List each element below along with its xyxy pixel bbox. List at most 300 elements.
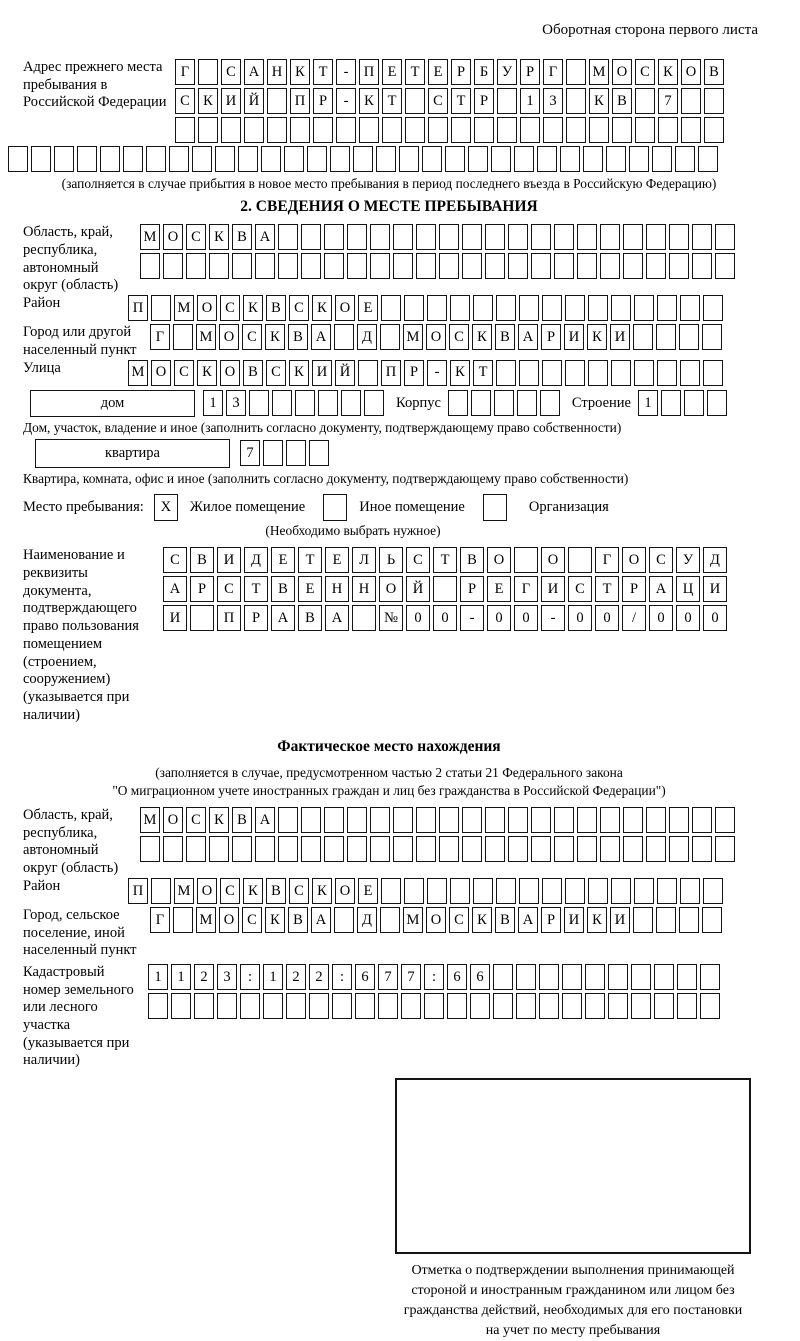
char-cell	[698, 146, 718, 172]
char-cell: 6	[470, 964, 490, 990]
char-cell: П	[217, 605, 241, 631]
char-cell: 2	[309, 964, 329, 990]
char-cell	[370, 807, 390, 833]
char-cell	[669, 807, 689, 833]
char-cell	[382, 117, 402, 143]
oblast2-row-2	[140, 836, 738, 862]
char-cell: А	[311, 907, 331, 933]
char-cell	[539, 993, 559, 1019]
char-cell: Р	[190, 576, 214, 602]
char-cell	[611, 360, 631, 386]
char-cell	[232, 253, 252, 279]
gorod-label: Город или другой населенный пункт	[23, 324, 137, 358]
char-cell	[669, 224, 689, 250]
char-cell	[652, 146, 672, 172]
char-cell	[657, 360, 677, 386]
char-cell	[633, 324, 653, 350]
char-cell: -	[336, 59, 356, 85]
char-cell: Т	[595, 576, 619, 602]
char-cell	[330, 146, 350, 172]
checkbox-inoe	[323, 494, 347, 521]
char-cell	[54, 146, 74, 172]
char-cell	[324, 224, 344, 250]
char-cell: С	[649, 547, 673, 573]
char-cell	[416, 807, 436, 833]
char-cell	[8, 146, 28, 172]
section3-title: Фактическое место нахождения	[277, 738, 501, 756]
char-cell: Ь	[379, 547, 403, 573]
char-cell	[635, 117, 655, 143]
prev-address-group	[23, 59, 800, 146]
oblast-group	[23, 224, 800, 295]
char-cell: К	[589, 88, 609, 114]
char-cell	[473, 878, 493, 904]
stamp-caption-line-3: гражданства действий, необходимых для его постановки	[403, 1302, 743, 1318]
char-cell	[520, 117, 540, 143]
char-cell	[715, 807, 735, 833]
char-cell: С	[186, 807, 206, 833]
char-cell	[517, 390, 537, 416]
char-cell	[496, 878, 516, 904]
ulitsa-group	[23, 360, 800, 389]
char-cell: О	[163, 224, 183, 250]
char-cell	[405, 88, 425, 114]
char-cell: К	[197, 360, 217, 386]
char-cell	[681, 88, 701, 114]
char-cell	[370, 836, 390, 862]
char-cell	[173, 324, 193, 350]
stamp-caption-line-2: стороной и иностранным гражданином или лицом без	[411, 1282, 735, 1298]
char-cell	[702, 324, 722, 350]
char-cell	[606, 146, 626, 172]
char-cell: 1	[520, 88, 540, 114]
char-cell: О	[163, 807, 183, 833]
char-cell	[151, 878, 171, 904]
char-cell: В	[190, 547, 214, 573]
char-cell	[175, 117, 195, 143]
char-cell	[485, 224, 505, 250]
char-cell	[31, 146, 51, 172]
char-cell: 7	[378, 964, 398, 990]
char-cell: Т	[298, 547, 322, 573]
char-cell	[700, 964, 720, 990]
char-cell	[516, 964, 536, 990]
char-cell	[341, 390, 361, 416]
char-cell	[416, 253, 436, 279]
char-cell: Й	[406, 576, 430, 602]
char-cell	[450, 878, 470, 904]
stroenie-label: Строение	[571, 394, 631, 411]
char-cell	[715, 253, 735, 279]
char-cell: Г	[150, 324, 170, 350]
char-cell: В	[288, 324, 308, 350]
char-cell: К	[472, 907, 492, 933]
char-cell	[612, 117, 632, 143]
char-cell: Б	[474, 59, 494, 85]
checkbox-zhiloe: X	[154, 494, 178, 521]
char-cell: №	[379, 605, 403, 631]
char-cell	[566, 59, 586, 85]
char-cell: Р	[244, 605, 268, 631]
char-cell: Г	[175, 59, 195, 85]
char-cell: М	[174, 295, 194, 321]
kvartira-cells	[240, 440, 332, 466]
oblast2-label: Область, край, республика, автономный округ (область)	[23, 807, 119, 877]
char-cell	[681, 117, 701, 143]
char-cell	[703, 878, 723, 904]
char-cell: 3	[543, 88, 563, 114]
char-cell: К	[472, 324, 492, 350]
char-cell: 1	[638, 390, 658, 416]
char-cell: О	[335, 878, 355, 904]
char-cell	[677, 993, 697, 1019]
char-cell: А	[649, 576, 673, 602]
char-cell	[692, 836, 712, 862]
char-cell: М	[589, 59, 609, 85]
char-cell	[198, 59, 218, 85]
char-cell: 6	[355, 964, 375, 990]
char-cell	[568, 547, 592, 573]
char-cell	[554, 836, 574, 862]
char-cell	[703, 295, 723, 321]
checkbox-organizatsiya	[483, 494, 507, 521]
char-cell	[439, 807, 459, 833]
char-cell	[702, 907, 722, 933]
char-cell: Г	[595, 547, 619, 573]
char-cell	[531, 224, 551, 250]
char-cell	[634, 360, 654, 386]
char-cell: О	[220, 360, 240, 386]
char-cell	[301, 836, 321, 862]
char-cell	[496, 295, 516, 321]
char-cell: :	[424, 964, 444, 990]
char-cell: К	[243, 878, 263, 904]
raion-label: Район	[23, 295, 61, 312]
char-cell: 7	[240, 440, 260, 466]
char-cell	[255, 253, 275, 279]
char-cell	[577, 807, 597, 833]
char-cell: О	[681, 59, 701, 85]
char-cell: 1	[171, 964, 191, 990]
char-cell: Р	[520, 59, 540, 85]
char-cell	[611, 878, 631, 904]
char-cell	[217, 993, 237, 1019]
char-cell: К	[289, 360, 309, 386]
char-cell	[324, 807, 344, 833]
char-cell	[163, 253, 183, 279]
char-cell: Д	[357, 907, 377, 933]
char-cell	[554, 224, 574, 250]
section3-caption-1: (заполняется в случае, предусмотренном частью 2 статьи 21 Федерального закона	[155, 765, 623, 781]
char-cell: 7	[401, 964, 421, 990]
char-cell	[657, 295, 677, 321]
char-cell	[493, 964, 513, 990]
kadastr-row-1	[148, 964, 723, 990]
char-cell	[497, 117, 517, 143]
char-cell	[566, 88, 586, 114]
char-cell	[514, 547, 538, 573]
char-cell: В	[495, 324, 515, 350]
char-cell	[566, 117, 586, 143]
char-cell: В	[704, 59, 724, 85]
kadastr-group	[23, 964, 800, 1070]
char-cell	[198, 117, 218, 143]
char-cell	[654, 964, 674, 990]
char-cell: С	[289, 295, 309, 321]
char-cell: :	[332, 964, 352, 990]
char-cell	[485, 253, 505, 279]
section3-caption-2: "О миграционном учете иностранных граждан и лиц без гражданства в Российской Федерации")	[112, 782, 666, 798]
char-cell	[542, 295, 562, 321]
char-cell: Е	[358, 295, 378, 321]
oblast-label: Область, край, республика, автономный округ (область)	[23, 224, 119, 294]
char-cell	[424, 993, 444, 1019]
char-cell	[508, 807, 528, 833]
char-cell	[623, 253, 643, 279]
char-cell	[192, 146, 212, 172]
dom-row	[30, 390, 800, 417]
char-cell	[359, 117, 379, 143]
char-cell	[267, 88, 287, 114]
char-cell: И	[163, 605, 187, 631]
char-cell	[585, 964, 605, 990]
char-cell: А	[244, 59, 264, 85]
char-cell	[324, 836, 344, 862]
char-cell	[656, 907, 676, 933]
char-cell	[623, 807, 643, 833]
char-cell: М	[140, 224, 160, 250]
char-cell: К	[587, 907, 607, 933]
char-cell	[634, 878, 654, 904]
char-cell	[428, 117, 448, 143]
korpus-cells	[448, 390, 563, 416]
char-cell	[608, 993, 628, 1019]
char-cell: С	[220, 295, 240, 321]
char-cell	[307, 146, 327, 172]
char-cell: К	[243, 295, 263, 321]
char-cell	[646, 253, 666, 279]
char-cell	[352, 605, 376, 631]
char-cell: Т	[405, 59, 425, 85]
char-cell: Н	[325, 576, 349, 602]
char-cell	[468, 146, 488, 172]
char-cell: К	[450, 360, 470, 386]
char-cell	[669, 836, 689, 862]
char-cell	[401, 993, 421, 1019]
char-cell: -	[541, 605, 565, 631]
char-cell	[439, 224, 459, 250]
char-cell	[588, 295, 608, 321]
char-cell	[263, 440, 283, 466]
stroenie-cells	[638, 390, 730, 416]
char-cell	[405, 117, 425, 143]
char-cell: О	[197, 878, 217, 904]
char-cell	[358, 360, 378, 386]
char-cell	[562, 993, 582, 1019]
char-cell	[286, 993, 306, 1019]
oblast-row-2	[140, 253, 738, 279]
raion-group	[23, 295, 800, 324]
char-cell	[332, 993, 352, 1019]
char-cell	[278, 836, 298, 862]
char-cell	[221, 117, 241, 143]
char-cell	[209, 253, 229, 279]
char-cell	[148, 993, 168, 1019]
char-cell	[657, 878, 677, 904]
char-cell: Г	[543, 59, 563, 85]
char-cell: Т	[473, 360, 493, 386]
char-cell	[462, 224, 482, 250]
char-cell	[692, 253, 712, 279]
stamp-caption	[353, 1261, 793, 1341]
char-cell: -	[460, 605, 484, 631]
char-cell: В	[612, 88, 632, 114]
char-cell	[473, 295, 493, 321]
char-cell	[215, 146, 235, 172]
ulitsa-row	[128, 360, 726, 386]
gorod2-group	[23, 907, 800, 960]
prev-address-row-2	[175, 88, 727, 114]
char-cell: И	[217, 547, 241, 573]
prev-address-rows	[175, 59, 727, 146]
char-cell: 1	[263, 964, 283, 990]
char-cell: М	[128, 360, 148, 386]
char-cell: О	[219, 907, 239, 933]
raion2-group	[23, 878, 800, 907]
char-cell: О	[541, 547, 565, 573]
kadastr-row-2	[148, 993, 723, 1019]
char-cell: С	[174, 360, 194, 386]
char-cell	[631, 964, 651, 990]
char-cell	[376, 146, 396, 172]
char-cell: Т	[382, 88, 402, 114]
doc-row-1	[163, 547, 730, 573]
char-cell: О	[426, 324, 446, 350]
char-cell: У	[497, 59, 517, 85]
char-cell	[100, 146, 120, 172]
char-cell: М	[174, 878, 194, 904]
char-cell: 0	[406, 605, 430, 631]
char-cell	[646, 836, 666, 862]
char-cell	[433, 576, 457, 602]
char-cell	[445, 146, 465, 172]
char-cell	[707, 390, 727, 416]
char-cell: В	[460, 547, 484, 573]
char-cell	[715, 224, 735, 250]
char-cell	[700, 993, 720, 1019]
char-cell: В	[266, 878, 286, 904]
char-cell	[439, 253, 459, 279]
char-cell: М	[140, 807, 160, 833]
option-organizatsiya-label: Организация	[528, 499, 609, 516]
char-cell	[347, 224, 367, 250]
char-cell	[496, 360, 516, 386]
char-cell	[378, 993, 398, 1019]
char-cell	[684, 390, 704, 416]
char-cell	[508, 836, 528, 862]
char-cell	[278, 807, 298, 833]
char-cell: -	[427, 360, 447, 386]
char-cell: М	[196, 324, 216, 350]
char-cell	[169, 146, 189, 172]
char-cell	[447, 993, 467, 1019]
char-cell	[542, 360, 562, 386]
char-cell: :	[240, 964, 260, 990]
oblast-row-1	[140, 224, 738, 250]
char-cell	[554, 253, 574, 279]
char-cell	[560, 146, 580, 172]
char-cell	[151, 295, 171, 321]
char-cell: -	[336, 88, 356, 114]
char-cell: 2	[286, 964, 306, 990]
char-cell: С	[449, 907, 469, 933]
char-cell	[679, 907, 699, 933]
char-cell: С	[242, 907, 262, 933]
char-cell	[631, 993, 651, 1019]
char-cell: И	[541, 576, 565, 602]
char-cell: К	[658, 59, 678, 85]
char-cell	[232, 836, 252, 862]
char-cell	[577, 224, 597, 250]
raion-row	[128, 295, 726, 321]
char-cell	[485, 836, 505, 862]
dom-cells	[203, 390, 387, 416]
gorod2-row	[150, 907, 725, 933]
char-cell	[677, 964, 697, 990]
char-cell: М	[196, 907, 216, 933]
char-cell	[679, 324, 699, 350]
char-cell: 0	[595, 605, 619, 631]
doc-row-3	[163, 605, 730, 631]
char-cell: В	[266, 295, 286, 321]
char-cell: Н	[267, 59, 287, 85]
char-cell: Р	[451, 59, 471, 85]
gorod2-label: Город, сельское поселение, иной населенный пункт	[23, 906, 137, 959]
char-cell: И	[564, 907, 584, 933]
char-cell: Н	[352, 576, 376, 602]
char-cell: С	[568, 576, 592, 602]
char-cell	[301, 253, 321, 279]
char-cell	[347, 836, 367, 862]
char-cell	[585, 993, 605, 1019]
char-cell	[715, 836, 735, 862]
char-cell: Р	[541, 324, 561, 350]
char-cell	[284, 146, 304, 172]
char-cell	[451, 117, 471, 143]
char-cell: Ц	[676, 576, 700, 602]
char-cell	[508, 253, 528, 279]
char-cell: О	[487, 547, 511, 573]
char-cell	[393, 807, 413, 833]
char-cell: 3	[226, 390, 246, 416]
char-cell: С	[449, 324, 469, 350]
char-cell	[380, 324, 400, 350]
char-cell: П	[128, 295, 148, 321]
char-cell	[531, 807, 551, 833]
option-zhiloe-label: Жилое помещение	[189, 499, 306, 516]
char-cell: К	[359, 88, 379, 114]
char-cell	[565, 878, 585, 904]
char-cell	[692, 807, 712, 833]
char-cell	[140, 253, 160, 279]
char-cell: П	[381, 360, 401, 386]
doc-label: Наименование и реквизиты документа, подтверждающего право пользования помещением (строением, сооружением) (указывается при наличии)	[23, 547, 139, 723]
char-cell: Е	[325, 547, 349, 573]
char-cell	[519, 295, 539, 321]
char-cell: В	[243, 360, 263, 386]
char-cell	[278, 224, 298, 250]
ulitsa-label: Улица	[23, 359, 61, 376]
